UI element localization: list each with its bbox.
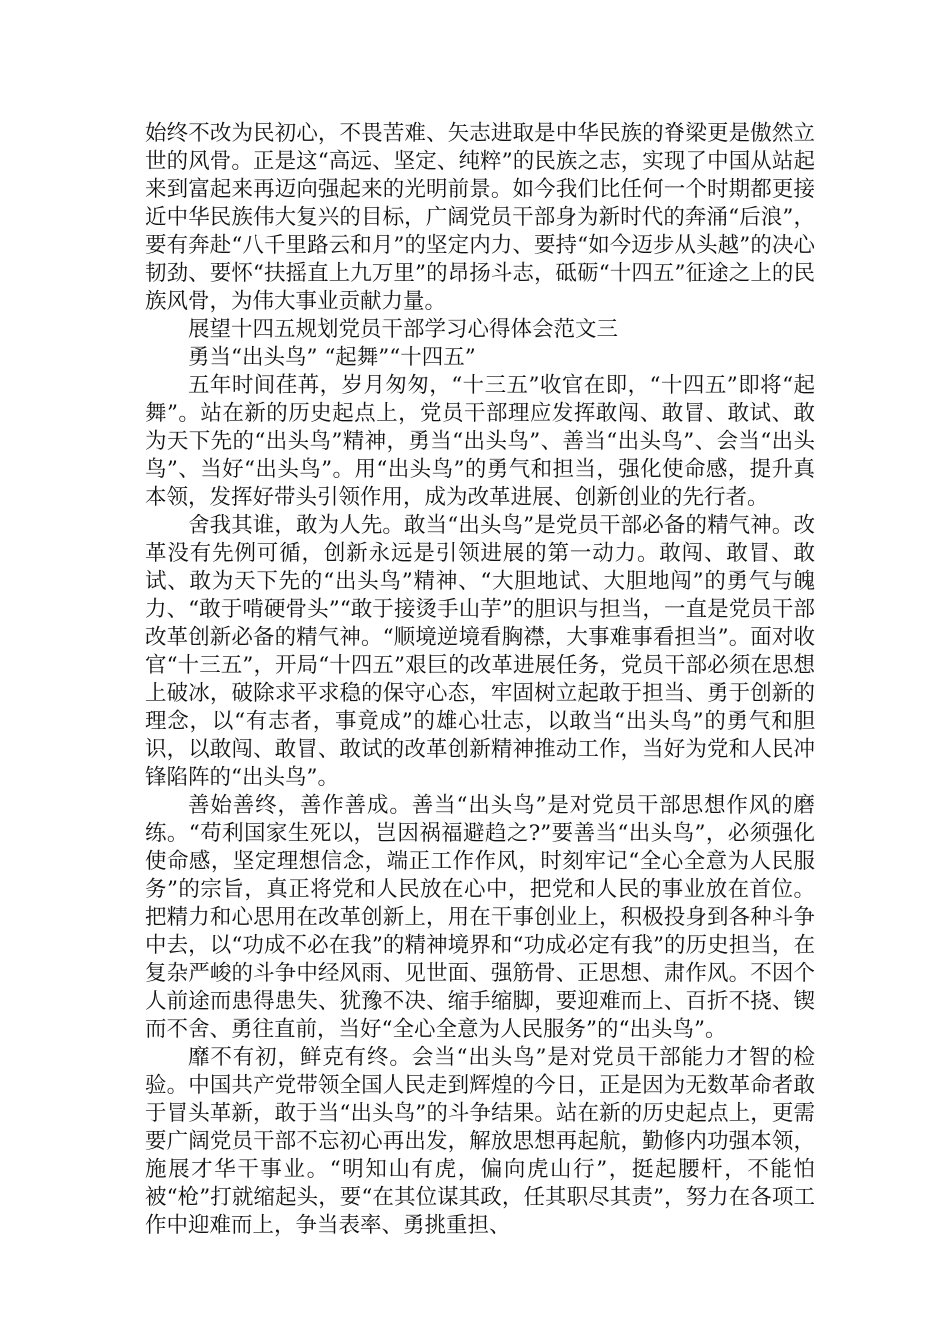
paragraph-opening: 五年时间荏苒，岁月匆匆，“十三五”收官在即，“十四五”即将“起舞”。站在新的历史起点上，党员干部理应发挥敢闯、敢冒、敢试、敢为天下先的“出头鸟”精神，勇当“出头鸟”、善当“出头鸟”、会当“出头鸟”、当好“出头鸟”。用“出头鸟”的勇气和担当，强化使命感，提升真本领，发挥好带头引领作用，成为改革进展、创新创业的先行者。 xyxy=(145,373,815,510)
paragraph-dare: 舍我其谁，敢为人先。敢当“出头鸟”是党员干部必备的精气神。改革没有先例可循，创新永远是引领进展的第一动力。敢闯、敢冒、敢试、敢为天下先的“出头鸟”精神、“大胆地试、大胆地闯”的勇气与魄力、“敢于啃硬骨头”“敢于接烫手山芋”的胆识与担当，一直是党员干部改革创新必备的精气神。“顺境逆境看胸襟，大事难事看担当”。面对收官“十三五”，开局“十四五”艰巨的改革进展任务，党员干部必须在思想上破冰，破除求平求稳的保守心态，牢固树立起敢于担当、勇于创新的理念，以“有志者，事竟成”的雄心壮志，以敢当“出头鸟”的勇气和胆识，以敢闯、敢冒、敢试的改革创新精神推动工作，当好为党和人民冲锋陷阵的“出头鸟”。 xyxy=(145,513,815,790)
section-title: 展望十四五规划党员干部学习心得体会范文三 xyxy=(188,317,619,342)
article-title: 勇当“出头鸟” “起舞”“十四五” xyxy=(188,345,476,370)
document-page xyxy=(145,120,815,1240)
paragraph-continued-intro: 始终不改为民初心，不畏苦难、矢志进取是中华民族的脊梁更是傲然立世的风骨。正是这“高远、坚定、纯粹”的民族之志，实现了中国从站起来到富起来再迈向强起来的光明前景。如今我们比任何一个时期都更接近中华民族伟大复兴的目标，广阔党员干部身为新时代的奔涌“后浪”，要有奔赴“八千里路云和月”的坚定内力、要持“如今迈步从头越”的决心韧劲、要怀“扶摇直上九万里”的昂扬斗志，砥砺“十四五”征途之上的民族风骨，为伟大事业贡献力量。 xyxy=(145,121,815,314)
paragraph-able: 靡不有初，鲜克有终。会当“出头鸟”是对党员干部能力才智的检验。中国共产党带领全国人民走到辉煌的今日，正是因为无数革命者敢于冒头革新，敢于当“出头鸟”的斗争结果。站在新的历史起点上，更需要广阔党员干部不忘初心再出发，解放思想再起航，勤修内功强本领，施展才华干事业。“明知山有虎，偏向虎山行”，挺起腰杆，不能怕被“枪”打就缩起头，要“在其位谋其政，任其职尽其责”，努力在各项工作中迎难而上，争当表率、勇挑重担、 xyxy=(145,1045,815,1238)
paragraph-good-at: 善始善终，善作善成。善当“出头鸟”是对党员干部思想作风的磨练。“苟利国家生死以，岂因祸福避趋之?”要善当“出头鸟”，必须强化使命感，坚定理想信念，端正工作作风，时刻牢记“全心全意为人民服务”的宗旨，真正将党和人民放在心中，把党和人民的事业放在首位。把精力和心思用在改革创新上，用在干事创业上，积极投身到各种斗争中去，以“功成不必在我”的精神境界和“功成必定有我”的历史担当，在复杂严峻的斗争中经风雨、见世面、强筋骨、正思想、肃作风。不因个人前途而患得患失、犹豫不决、缩手缩脚，要迎难而上、百折不挠、锲而不舍、勇往直前，当好“全心全意为人民服务”的“出头鸟”。 xyxy=(145,793,815,1042)
